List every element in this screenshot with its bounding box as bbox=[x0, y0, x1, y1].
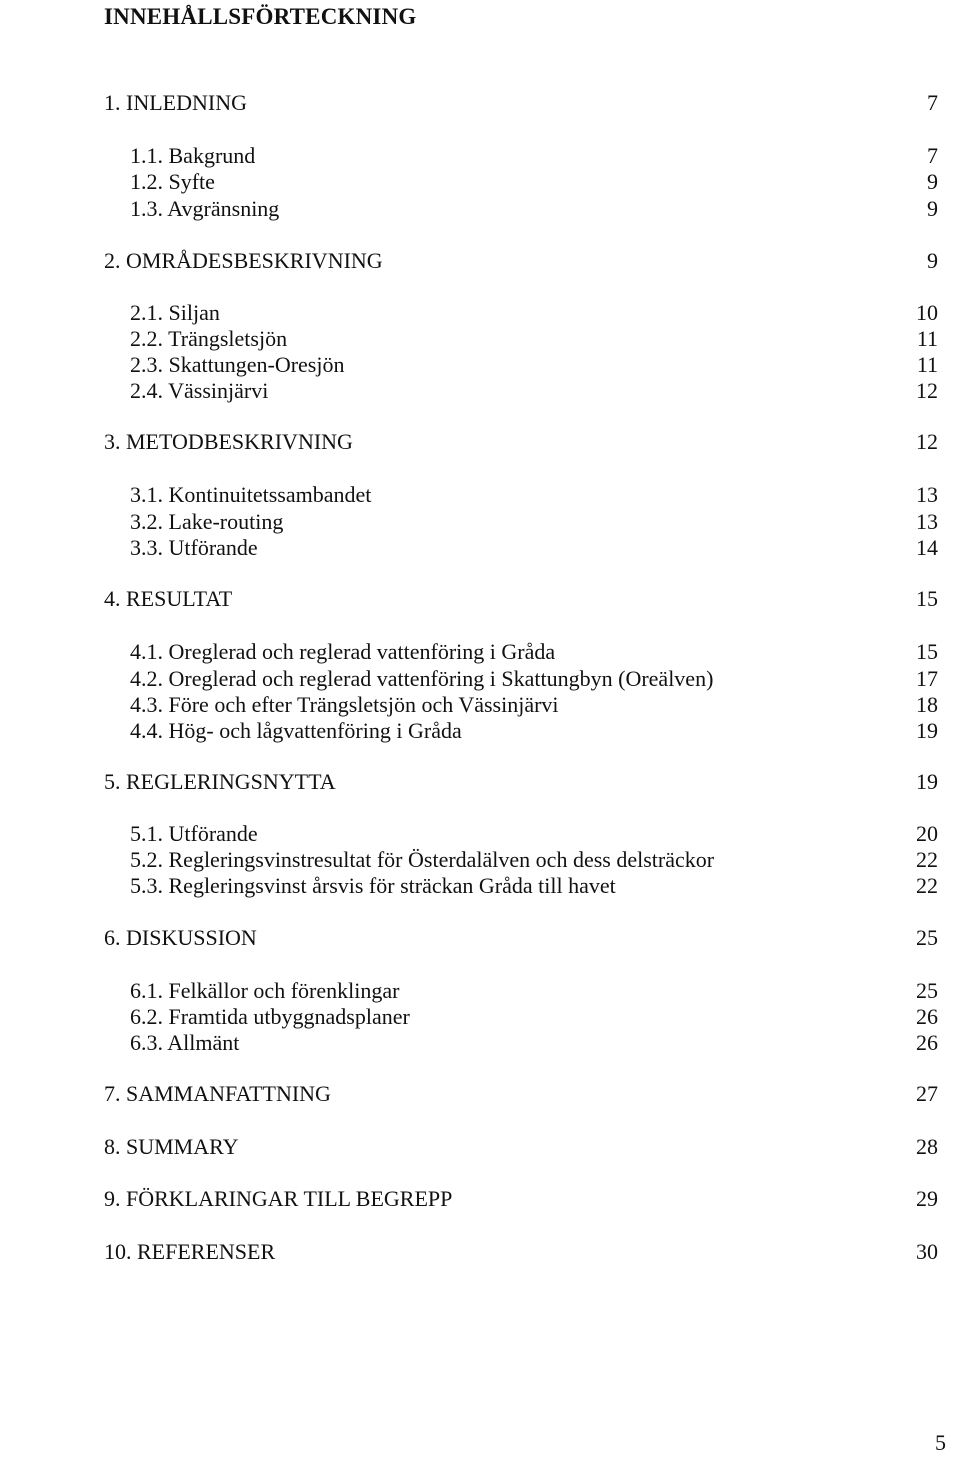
toc-entry-page: 15 bbox=[916, 586, 938, 611]
toc-entry-label: 3.1. Kontinuitetssambandet bbox=[130, 482, 372, 507]
toc-chapter-2[interactable] bbox=[0, 247, 960, 275]
toc-section-6-1[interactable] bbox=[0, 977, 960, 1005]
toc-entry-page: 26 bbox=[916, 1030, 938, 1055]
toc-entry-page: 26 bbox=[916, 1004, 938, 1029]
toc-section-4-1[interactable] bbox=[0, 638, 960, 666]
toc-entry-label: 9. FÖRKLARINGAR TILL BEGREPP bbox=[104, 1186, 453, 1211]
toc-entry-label: 2.1. Siljan bbox=[130, 300, 220, 325]
toc-section-4-3[interactable] bbox=[0, 691, 960, 719]
toc-entry-label: 8. SUMMARY bbox=[104, 1134, 239, 1159]
toc-chapter-5[interactable] bbox=[0, 768, 960, 796]
toc-entry-page: 14 bbox=[916, 535, 938, 560]
toc-section-5-3[interactable] bbox=[0, 872, 960, 900]
toc-entry-page: 22 bbox=[916, 847, 938, 872]
toc-entry-page: 13 bbox=[916, 482, 938, 507]
toc-entry-page: 22 bbox=[916, 873, 938, 898]
toc-section-1-3[interactable] bbox=[0, 195, 960, 223]
toc-entry-label: 4.1. Oreglerad och reglerad vattenföring i Gråda bbox=[130, 639, 556, 664]
toc-entry-label: 10. REFERENSER bbox=[104, 1239, 276, 1264]
toc-entry-label: 3. METODBESKRIVNING bbox=[104, 429, 353, 454]
toc-entry-page: 13 bbox=[916, 509, 938, 534]
toc-entry-label: 5. REGLERINGSNYTTA bbox=[104, 769, 336, 794]
toc-chapter-7[interactable] bbox=[0, 1080, 960, 1108]
toc-entry-page: 30 bbox=[916, 1239, 938, 1264]
toc-entry-label: 2.2. Trängsletsjön bbox=[130, 326, 288, 351]
toc-entry-label: 1. INLEDNING bbox=[104, 90, 247, 115]
toc-entry-label: 3.2. Lake-routing bbox=[130, 509, 284, 534]
toc-section-5-2[interactable] bbox=[0, 846, 960, 874]
toc-chapter-9[interactable] bbox=[0, 1185, 960, 1213]
toc-entry-label: 1.1. Bakgrund bbox=[130, 143, 256, 168]
toc-entry-page: 12 bbox=[916, 378, 938, 403]
toc-section-3-2[interactable] bbox=[0, 508, 960, 536]
toc-entry-label: 4.4. Hög- och lågvattenföring i Gråda bbox=[130, 718, 462, 743]
toc-section-2-2[interactable] bbox=[0, 325, 960, 353]
toc-chapter-4[interactable] bbox=[0, 585, 960, 613]
toc-section-3-3[interactable] bbox=[0, 534, 960, 562]
toc-entry-page: 19 bbox=[916, 769, 938, 794]
toc-entry-page: 15 bbox=[916, 639, 938, 664]
toc-entry-label: 2.4. Vässinjärvi bbox=[130, 378, 269, 403]
toc-section-4-2[interactable] bbox=[0, 665, 960, 693]
toc-section-5-1[interactable] bbox=[0, 820, 960, 848]
toc-title: INNEHÅLLSFÖRTECKNING bbox=[104, 4, 417, 29]
toc-entry-page: 19 bbox=[916, 718, 938, 743]
toc-entry-label: 6.3. Allmänt bbox=[130, 1030, 240, 1055]
toc-entry-page: 27 bbox=[916, 1081, 938, 1106]
toc-section-1-2[interactable] bbox=[0, 168, 960, 196]
toc-entry-label: 6.1. Felkällor och förenklingar bbox=[130, 978, 400, 1003]
toc-chapter-6[interactable] bbox=[0, 924, 960, 952]
toc-entry-page: 7 bbox=[927, 143, 938, 168]
toc-section-1-1[interactable] bbox=[0, 142, 960, 170]
toc-entry-page: 20 bbox=[916, 821, 938, 846]
page-number: 5 bbox=[935, 1430, 946, 1455]
toc-entry-page: 25 bbox=[916, 978, 938, 1003]
toc-entry-label: 7. SAMMANFATTNING bbox=[104, 1081, 331, 1106]
toc-entry-page: 17 bbox=[916, 666, 938, 691]
toc-entry-label: 5.1. Utförande bbox=[130, 821, 258, 846]
toc-entry-label: 6.2. Framtida utbyggnadsplaner bbox=[130, 1004, 410, 1029]
toc-entry-label: 4. RESULTAT bbox=[104, 586, 233, 611]
toc-chapter-10[interactable] bbox=[0, 1238, 960, 1266]
toc-entry-page: 25 bbox=[916, 925, 938, 950]
toc-entry-label: 1.2. Syfte bbox=[130, 169, 215, 194]
toc-entry-page: 9 bbox=[927, 196, 938, 221]
toc-entry-label: 5.3. Regleringsvinst årsvis för sträckan Gråda till havet bbox=[130, 873, 616, 898]
toc-entry-label: 2.3. Skattungen-Oresjön bbox=[130, 352, 345, 377]
toc-section-3-1[interactable] bbox=[0, 481, 960, 509]
toc-entry-page: 7 bbox=[927, 90, 938, 115]
toc-entry-label: 5.2. Regleringsvinstresultat för Österdalälven och dess delsträckor bbox=[130, 847, 715, 872]
toc-entry-page: 9 bbox=[927, 169, 938, 194]
toc-chapter-3[interactable] bbox=[0, 428, 960, 456]
toc-entry-page: 18 bbox=[916, 692, 938, 717]
toc-section-6-2[interactable] bbox=[0, 1003, 960, 1031]
toc-entry-page: 29 bbox=[916, 1186, 938, 1211]
toc-entry-page: 28 bbox=[916, 1134, 938, 1159]
toc-entry-page: 10 bbox=[916, 300, 938, 325]
toc-entry-label: 6. DISKUSSION bbox=[104, 925, 257, 950]
toc-section-4-4[interactable] bbox=[0, 717, 960, 745]
toc-entry-label: 3.3. Utförande bbox=[130, 535, 258, 560]
toc-entry-page: 9 bbox=[927, 248, 938, 273]
toc-entry-page: 12 bbox=[916, 429, 938, 454]
toc-chapter-1[interactable] bbox=[0, 89, 960, 117]
toc-entry-label: 2. OMRÅDESBESKRIVNING bbox=[104, 248, 383, 273]
toc-section-2-4[interactable] bbox=[0, 377, 960, 405]
toc-entry-page: 11 bbox=[916, 352, 938, 377]
toc-entry-label: 4.2. Oreglerad och reglerad vattenföring i Skattungbyn (Oreälven) bbox=[130, 666, 714, 691]
toc-entry-label: 4.3. Före och efter Trängsletsjön och Vässinjärvi bbox=[130, 692, 559, 717]
toc-section-6-3[interactable] bbox=[0, 1029, 960, 1057]
toc-entry-label: 1.3. Avgränsning bbox=[130, 196, 280, 221]
toc-entry-page: 11 bbox=[916, 326, 938, 351]
toc-section-2-3[interactable] bbox=[0, 351, 960, 379]
toc-section-2-1[interactable] bbox=[0, 299, 960, 327]
toc-chapter-8[interactable] bbox=[0, 1133, 960, 1161]
